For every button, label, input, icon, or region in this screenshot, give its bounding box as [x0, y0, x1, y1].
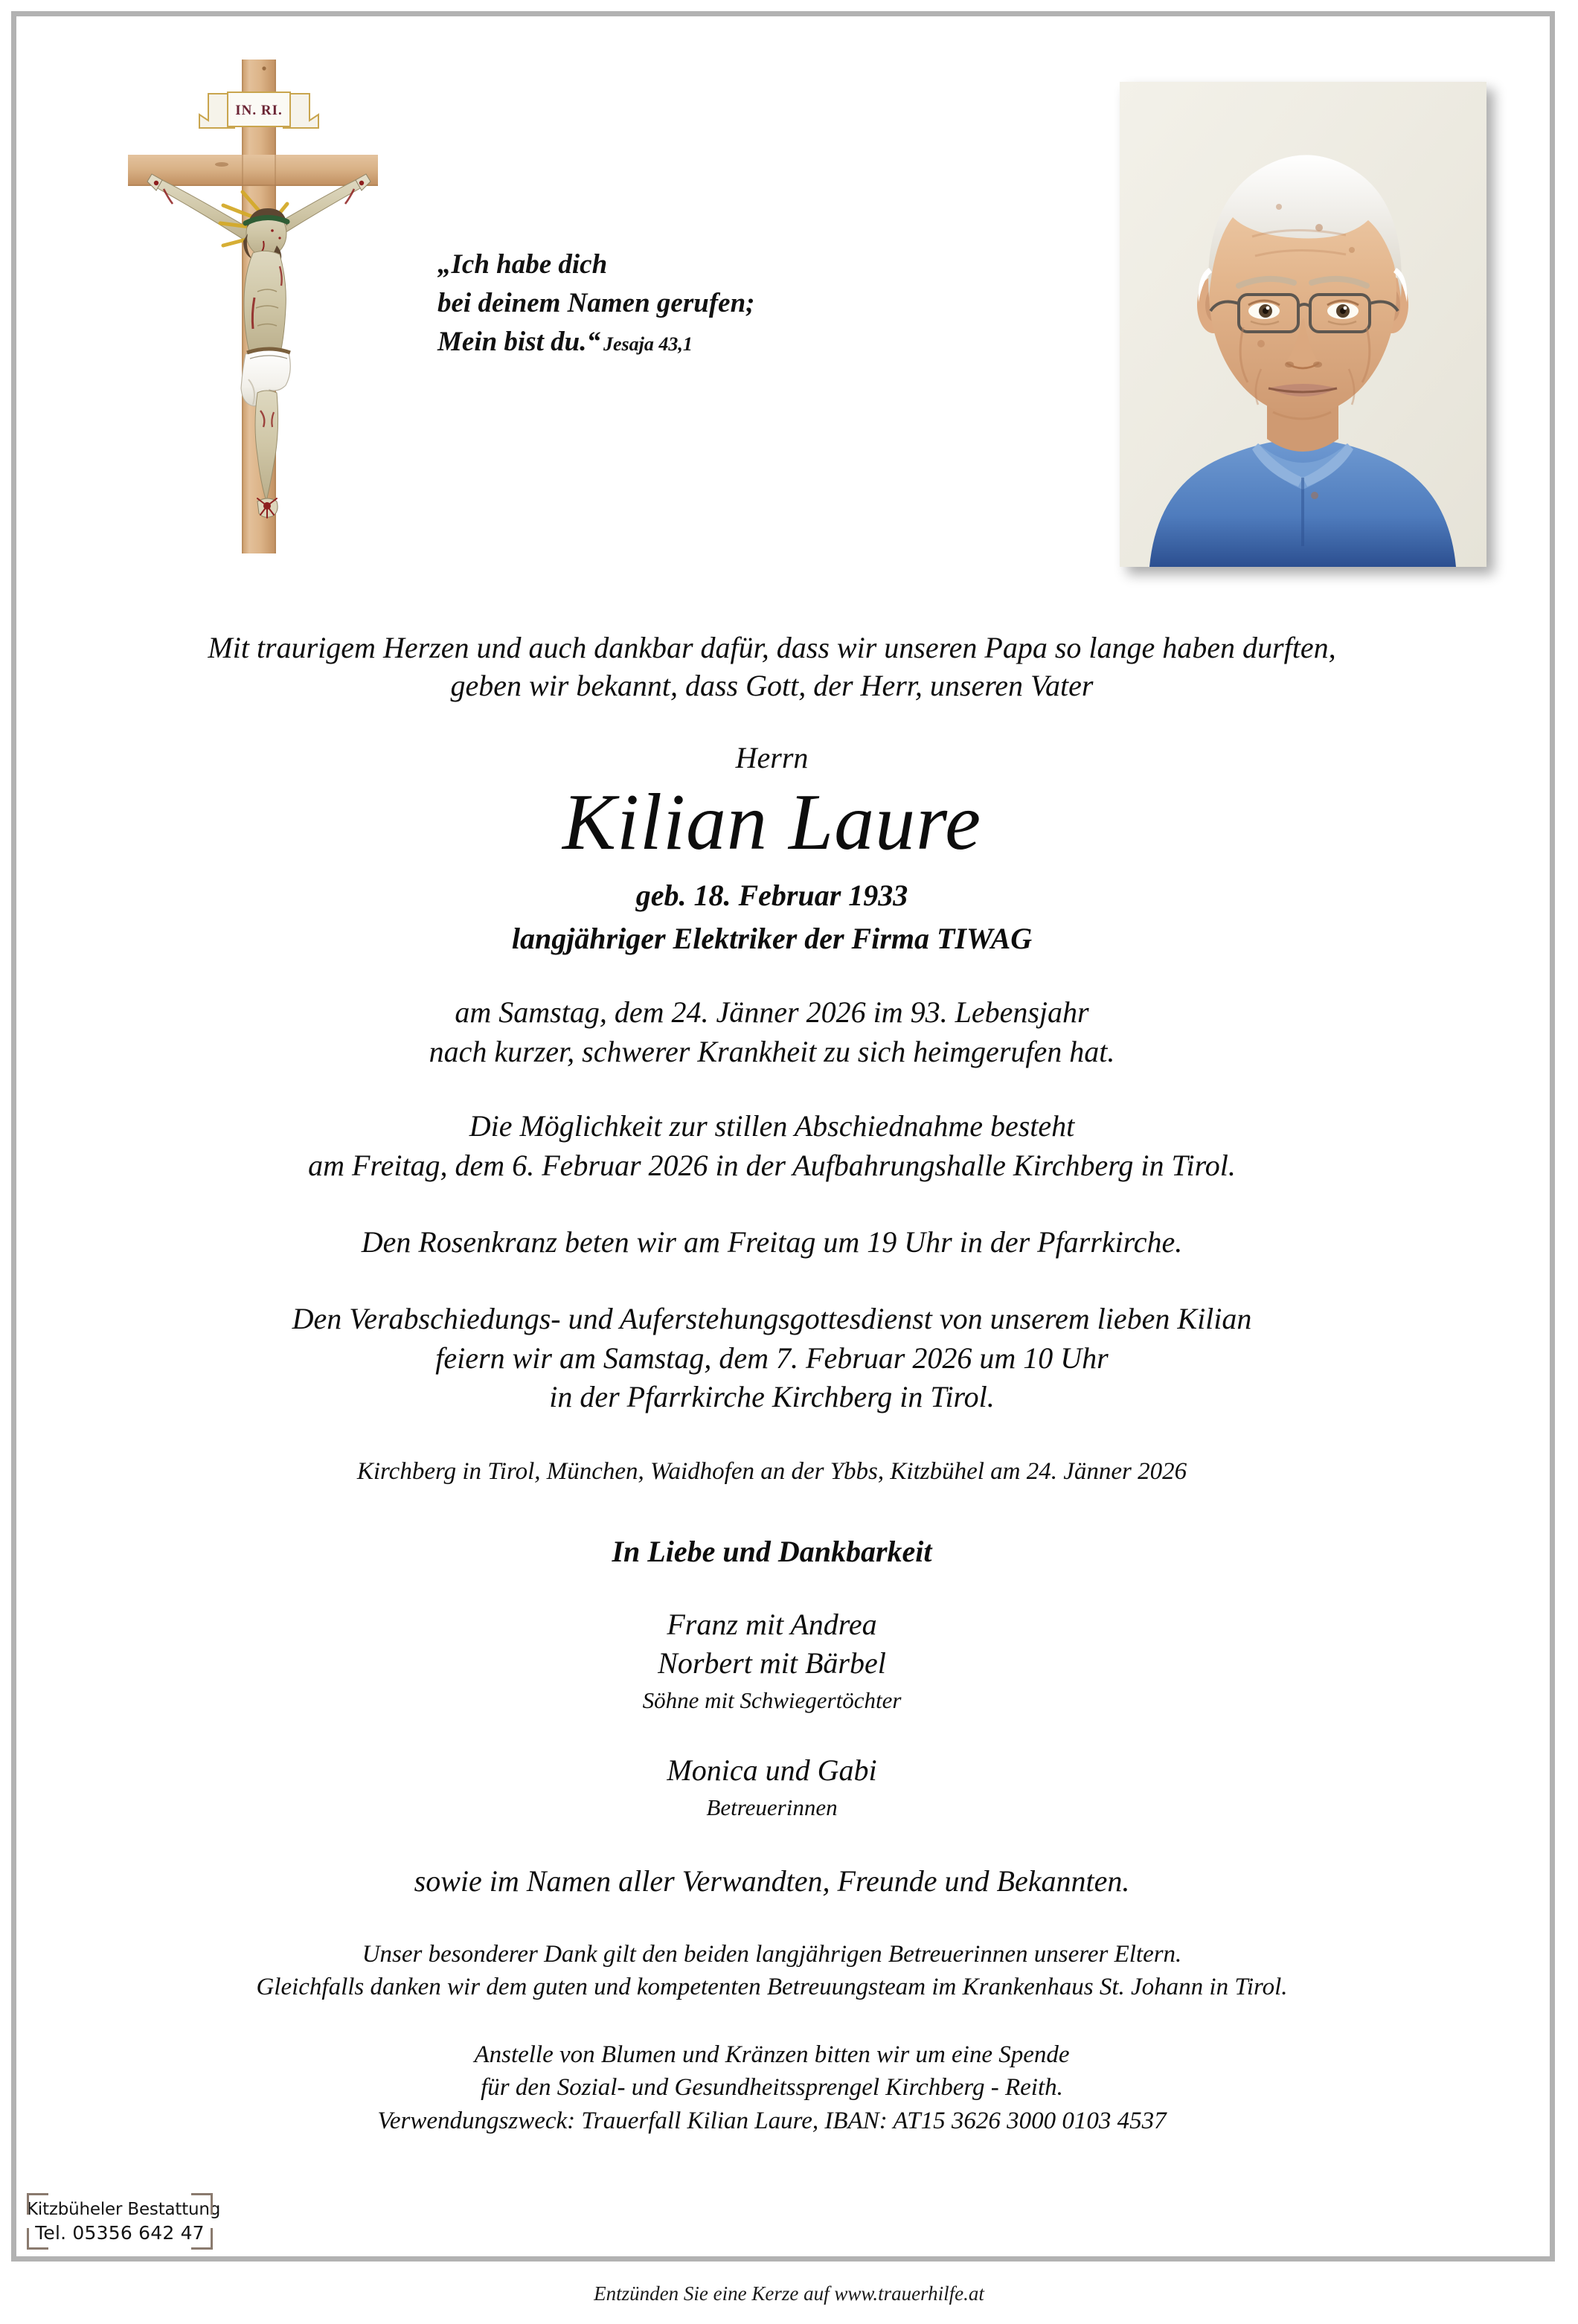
- thanks-paragraph: [45, 1938, 1499, 2004]
- intro-paragraph: [45, 629, 1499, 704]
- donation-line-1: Anstelle von Blumen und Kränzen bitten wir um eine Spende: [474, 2041, 1070, 2068]
- stamp-bracket-bottom-right: [191, 2228, 213, 2250]
- service-line-1: Den Verabschiedungs- und Auferstehungsgottesdienst von unserem lieben Kilian: [292, 1301, 1252, 1335]
- quote-line-1: „Ich habe dich: [437, 249, 608, 280]
- crucifix-image: [104, 46, 402, 567]
- svg-text:IN. RI.: IN. RI.: [235, 103, 283, 118]
- donation-paragraph: [45, 2038, 1499, 2138]
- carers-names: Monica und Gabi: [667, 1753, 877, 1788]
- stamp-bracket-bottom-left: [27, 2228, 48, 2250]
- quote-line-3: Mein bist du.“: [437, 326, 600, 357]
- scripture-quote: [437, 245, 914, 361]
- death-line-1: am Samstag, dem 24. Jänner 2026 im 93. Lebensjahr: [455, 995, 1089, 1029]
- undertaker-name: Kitzbüheler Bestattung: [27, 2200, 221, 2219]
- undertaker-phone: Tel. 05356 642 47: [35, 2222, 205, 2244]
- carers-role-label: Betreuerinnen: [706, 1794, 838, 1821]
- viewing-line-1: Die Möglichkeit zur stillen Abschiednahme besteht: [469, 1109, 1075, 1143]
- intro-line-1: Mit traurigem Herzen und auch dankbar dafür, dass wir unseren Papa so lange haben durften,: [208, 631, 1336, 664]
- announcement-text: [45, 629, 1499, 2137]
- stamp-bracket-top-right: [191, 2193, 213, 2215]
- rosary-line: Den Rosenkranz beten wir am Freitag um 19 Uhr in der Pfarrkirche.: [361, 1224, 1183, 1259]
- son-line-1: Franz mit Andrea: [667, 1608, 877, 1642]
- death-line-2: nach kurzer, schwerer Krankheit zu sich heimgerufen hat.: [429, 1034, 1115, 1068]
- death-paragraph: [45, 993, 1499, 1072]
- all-relatives-line: sowie im Namen aller Verwandten, Freunde und Bekannten.: [414, 1864, 1130, 1898]
- service-line-3: in der Pfarrkirche Kirchberg in Tirol.: [549, 1380, 995, 1414]
- profession: langjähriger Elektriker der Firma TIWAG: [511, 921, 1033, 955]
- donation-iban-line: Verwendungszweck: Trauerfall Kilian Laure, IBAN: AT15 3626 3000 0103 4537: [377, 2107, 1167, 2134]
- son-line-2: Norbert mit Bärbel: [658, 1646, 886, 1681]
- footer-candle-link[interactable]: Entzünden Sie eine Kerze auf www.trauerhilfe.at: [594, 2282, 984, 2305]
- undertaker-stamp: [27, 2193, 221, 2250]
- places-and-date: Kirchberg in Tirol, München, Waidhofen an der Ybbs, Kitzbühel am 24. Jänner 2026: [356, 1458, 1187, 1486]
- thanks-line-2: Gleichfalls danken wir dem guten und kompetenten Betreuungsteam im Krankenhaus St. Johann in Tirol.: [256, 1974, 1288, 2001]
- family-heading: In Liebe und Dankbarkeit: [612, 1535, 932, 1569]
- service-paragraph: [45, 1300, 1499, 1417]
- service-line-2: feiern wir am Samstag, dem 7. Februar 2026 um 10 Uhr: [435, 1341, 1109, 1375]
- deceased-name: Kilian Laure: [562, 778, 982, 867]
- rosary-paragraph: [45, 1223, 1499, 1262]
- salutation: Herrn: [735, 741, 809, 775]
- inri-banner: [199, 92, 318, 128]
- thanks-line-1: Unser besonderer Dank gilt den beiden langjährigen Betreuerinnen unserer Eltern.: [362, 1940, 1182, 1968]
- quote-reference: Jesaja 43,1: [603, 333, 693, 355]
- portrait-photo: [1120, 82, 1486, 567]
- viewing-line-2: am Freitag, dem 6. Februar 2026 in der Aufbahrungshalle Kirchberg in Tirol.: [308, 1149, 1236, 1183]
- stamp-bracket-top-left: [27, 2193, 48, 2215]
- viewing-paragraph: [45, 1107, 1499, 1186]
- sons-role-label: Söhne mit Schwiegertöchter: [642, 1687, 902, 1714]
- donation-line-2: für den Sozial- und Gesundheitssprengel Kirchberg - Reith.: [481, 2074, 1063, 2102]
- quote-line-2: bei deinem Namen gerufen;: [437, 287, 755, 318]
- birth-date: geb. 18. Februar 1933: [635, 878, 908, 912]
- intro-line-2: geben wir bekannt, dass Gott, der Herr, unseren Vater: [450, 669, 1094, 703]
